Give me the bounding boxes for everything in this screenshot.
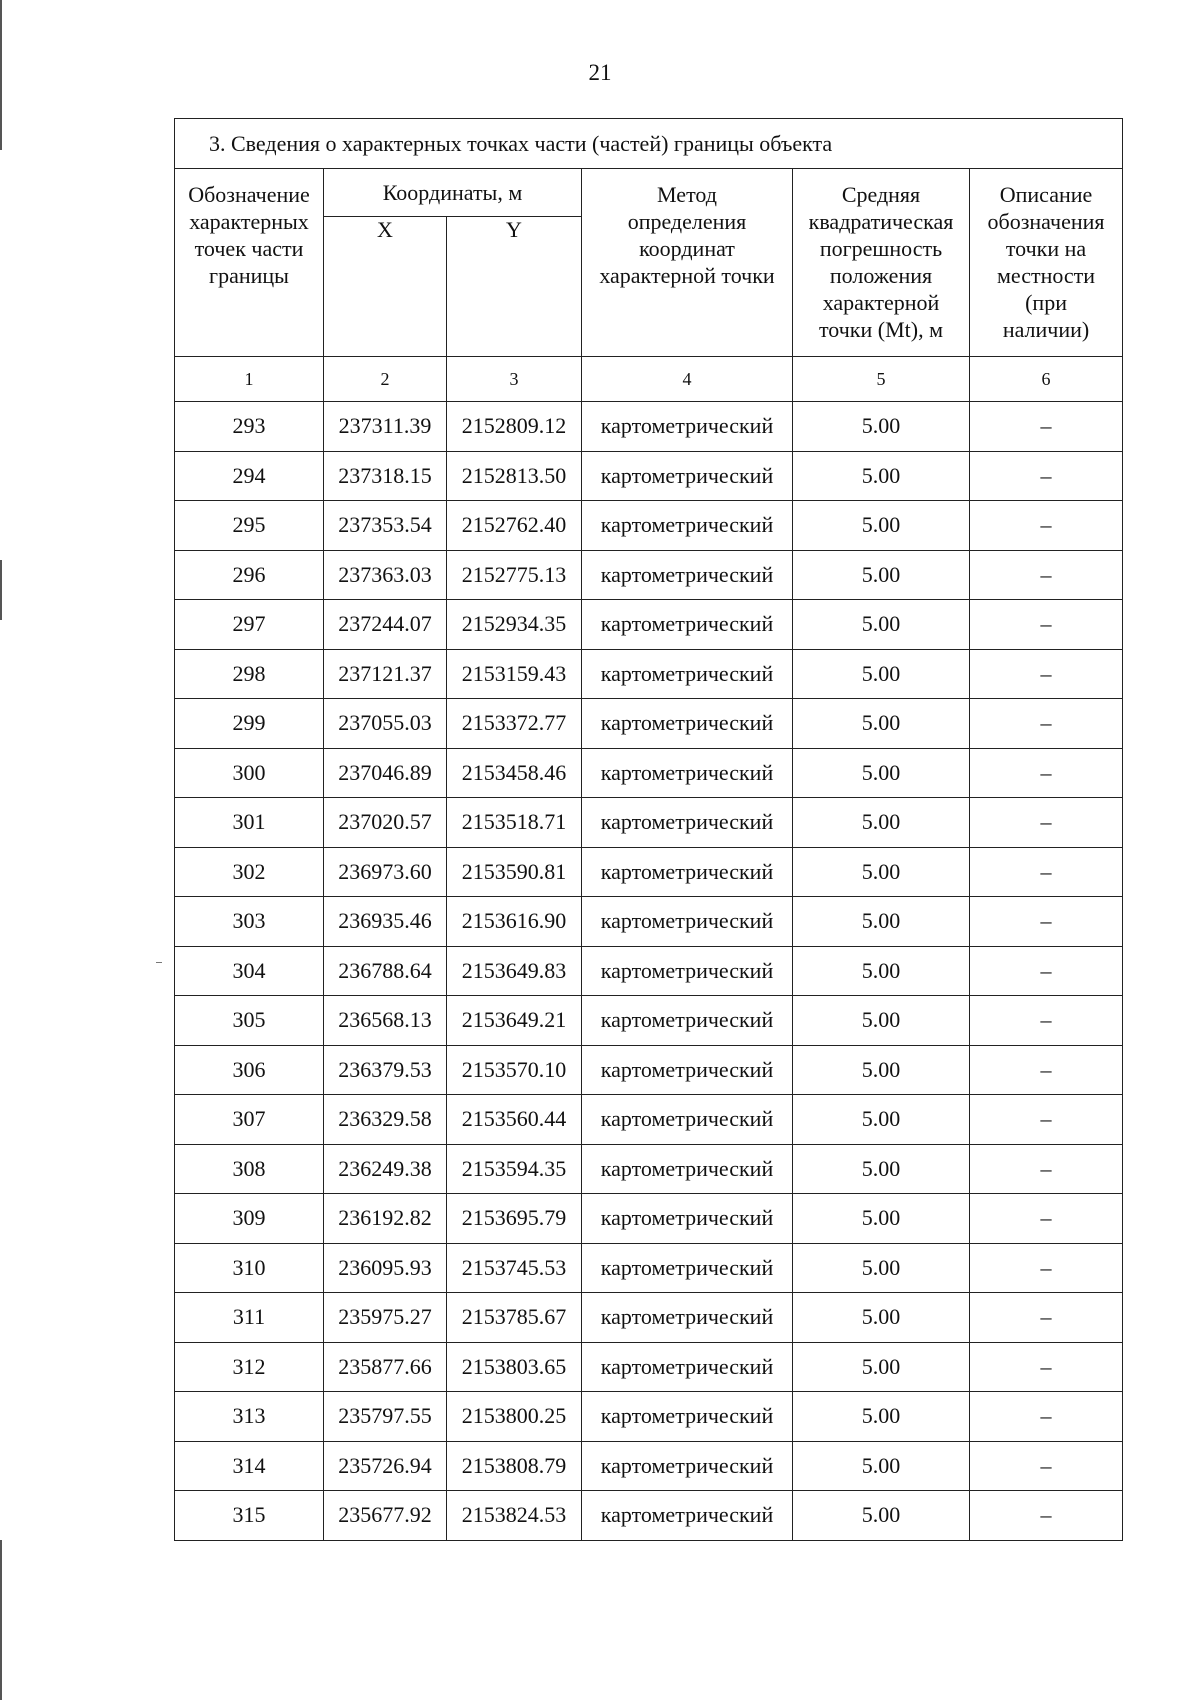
- error-cell: 5.00: [793, 1194, 970, 1244]
- method-cell: картометрический: [582, 748, 793, 798]
- table-row: [175, 1441, 1123, 1491]
- x-coordinate-cell: 235677.92: [324, 1491, 447, 1541]
- x-coordinate-cell: 237020.57: [324, 798, 447, 848]
- method-cell: картометрический: [582, 402, 793, 452]
- description-cell: –: [970, 699, 1123, 749]
- error-cell: 5.00: [793, 699, 970, 749]
- error-cell: 5.00: [793, 649, 970, 699]
- x-coordinate-cell: 236379.53: [324, 1045, 447, 1095]
- error-cell: 5.00: [793, 402, 970, 452]
- x-coordinate-cell: 237363.03: [324, 550, 447, 600]
- description-cell: –: [970, 1045, 1123, 1095]
- table-row: [175, 1045, 1123, 1095]
- error-cell: 5.00: [793, 946, 970, 996]
- y-coordinate-cell: 2153372.77: [447, 699, 582, 749]
- description-cell: –: [970, 1491, 1123, 1541]
- point-cell: 305: [175, 996, 324, 1046]
- method-cell: картометрический: [582, 798, 793, 848]
- description-cell: –: [970, 897, 1123, 947]
- description-cell: –: [970, 451, 1123, 501]
- error-cell: 5.00: [793, 550, 970, 600]
- point-cell: 301: [175, 798, 324, 848]
- error-cell: 5.00: [793, 847, 970, 897]
- y-coordinate-cell: 2152934.35: [447, 600, 582, 650]
- x-coordinate-cell: 237244.07: [324, 600, 447, 650]
- y-coordinate-cell: 2153808.79: [447, 1441, 582, 1491]
- point-cell: 296: [175, 550, 324, 600]
- x-coordinate-cell: 237055.03: [324, 699, 447, 749]
- x-coordinate-cell: 237353.54: [324, 501, 447, 551]
- y-coordinate-cell: 2152775.13: [447, 550, 582, 600]
- error-cell: 5.00: [793, 996, 970, 1046]
- y-coordinate-cell: 2153590.81: [447, 847, 582, 897]
- description-cell: –: [970, 550, 1123, 600]
- point-cell: 313: [175, 1392, 324, 1442]
- point-cell: 298: [175, 649, 324, 699]
- y-coordinate-cell: 2153649.21: [447, 996, 582, 1046]
- error-cell: 5.00: [793, 1293, 970, 1343]
- error-cell: 5.00: [793, 1441, 970, 1491]
- point-cell: 304: [175, 946, 324, 996]
- method-cell: картометрический: [582, 501, 793, 551]
- description-cell: –: [970, 1441, 1123, 1491]
- column-number: 5: [793, 357, 970, 402]
- description-cell: –: [970, 847, 1123, 897]
- method-cell: картометрический: [582, 1293, 793, 1343]
- table-row: [175, 600, 1123, 650]
- y-coordinate-cell: 2152809.12: [447, 402, 582, 452]
- point-cell: 315: [175, 1491, 324, 1541]
- scan-edge-mark: [0, 560, 2, 620]
- error-cell: 5.00: [793, 1491, 970, 1541]
- point-cell: 310: [175, 1243, 324, 1293]
- description-cell: –: [970, 501, 1123, 551]
- method-cell: картометрический: [582, 1441, 793, 1491]
- y-coordinate-cell: 2153745.53: [447, 1243, 582, 1293]
- x-coordinate-cell: 236568.13: [324, 996, 447, 1046]
- characteristic-points-table: [174, 118, 1123, 1541]
- y-coordinate-cell: 2153570.10: [447, 1045, 582, 1095]
- description-cell: –: [970, 1194, 1123, 1244]
- y-coordinate-cell: 2153518.71: [447, 798, 582, 848]
- table-row: [175, 1144, 1123, 1194]
- section-title-row: [175, 119, 1123, 169]
- method-cell: картометрический: [582, 1095, 793, 1145]
- table-row: [175, 501, 1123, 551]
- point-cell: 309: [175, 1194, 324, 1244]
- description-cell: –: [970, 996, 1123, 1046]
- description-cell: –: [970, 748, 1123, 798]
- error-cell: 5.00: [793, 1243, 970, 1293]
- error-cell: 5.00: [793, 748, 970, 798]
- method-cell: картометрический: [582, 451, 793, 501]
- table-row: [175, 946, 1123, 996]
- x-coordinate-cell: 235877.66: [324, 1342, 447, 1392]
- x-coordinate-cell: 236249.38: [324, 1144, 447, 1194]
- method-cell: картометрический: [582, 996, 793, 1046]
- description-cell: –: [970, 1293, 1123, 1343]
- table-body: [175, 402, 1123, 1541]
- column-number: 2: [324, 357, 447, 402]
- description-cell: –: [970, 1243, 1123, 1293]
- x-coordinate-cell: 235975.27: [324, 1293, 447, 1343]
- table-row: [175, 451, 1123, 501]
- description-cell: –: [970, 1095, 1123, 1145]
- table-row: [175, 1491, 1123, 1541]
- description-cell: –: [970, 1342, 1123, 1392]
- table-row: [175, 1392, 1123, 1442]
- method-cell: картометрический: [582, 946, 793, 996]
- error-cell: 5.00: [793, 1095, 970, 1145]
- column-number: 1: [175, 357, 324, 402]
- table-row: [175, 1194, 1123, 1244]
- method-cell: картометрический: [582, 1144, 793, 1194]
- y-coordinate-cell: 2153800.25: [447, 1392, 582, 1442]
- method-cell: картометрический: [582, 897, 793, 947]
- method-cell: картометрический: [582, 847, 793, 897]
- header-error: Средняя квадратическая погрешность положения характерной точки (Mt), м: [793, 169, 970, 357]
- description-cell: –: [970, 600, 1123, 650]
- error-cell: 5.00: [793, 1342, 970, 1392]
- error-cell: 5.00: [793, 798, 970, 848]
- error-cell: 5.00: [793, 1392, 970, 1442]
- method-cell: картометрический: [582, 1243, 793, 1293]
- table-row: [175, 1293, 1123, 1343]
- description-cell: –: [970, 798, 1123, 848]
- table-row: [175, 649, 1123, 699]
- description-cell: –: [970, 946, 1123, 996]
- table-row: [175, 550, 1123, 600]
- table-row: [175, 402, 1123, 452]
- header-designation: Обозначение характерных точек части границы: [175, 169, 324, 357]
- column-number: 6: [970, 357, 1123, 402]
- method-cell: картометрический: [582, 1342, 793, 1392]
- x-coordinate-cell: 236788.64: [324, 946, 447, 996]
- point-cell: 306: [175, 1045, 324, 1095]
- y-coordinate-cell: 2153649.83: [447, 946, 582, 996]
- error-cell: 5.00: [793, 1144, 970, 1194]
- column-numbers-row: [175, 357, 1123, 402]
- error-cell: 5.00: [793, 501, 970, 551]
- table-row: [175, 897, 1123, 947]
- x-coordinate-cell: 237046.89: [324, 748, 447, 798]
- y-coordinate-cell: 2153695.79: [447, 1194, 582, 1244]
- table-row: [175, 798, 1123, 848]
- method-cell: картометрический: [582, 649, 793, 699]
- point-cell: 303: [175, 897, 324, 947]
- y-coordinate-cell: 2153594.35: [447, 1144, 582, 1194]
- table-row: [175, 1243, 1123, 1293]
- error-cell: 5.00: [793, 451, 970, 501]
- header-coordinates: Координаты, м: [324, 169, 582, 217]
- error-cell: 5.00: [793, 1045, 970, 1095]
- point-cell: 299: [175, 699, 324, 749]
- header-description: Описание обозначения точки на местности (при наличии): [970, 169, 1123, 357]
- header-y: Y: [447, 217, 582, 357]
- table-row: [175, 1342, 1123, 1392]
- point-cell: 302: [175, 847, 324, 897]
- page-number: 21: [588, 60, 612, 85]
- x-coordinate-cell: 236973.60: [324, 847, 447, 897]
- x-coordinate-cell: 236935.46: [324, 897, 447, 947]
- y-coordinate-cell: 2152813.50: [447, 451, 582, 501]
- description-cell: –: [970, 402, 1123, 452]
- method-cell: картометрический: [582, 1392, 793, 1442]
- x-coordinate-cell: 236095.93: [324, 1243, 447, 1293]
- method-cell: картометрический: [582, 699, 793, 749]
- y-coordinate-cell: 2153785.67: [447, 1293, 582, 1343]
- method-cell: картометрический: [582, 1045, 793, 1095]
- column-number: 4: [582, 357, 793, 402]
- table-row: [175, 847, 1123, 897]
- table-row: [175, 748, 1123, 798]
- table-row: [175, 1095, 1123, 1145]
- point-cell: 307: [175, 1095, 324, 1145]
- column-number: 3: [447, 357, 582, 402]
- method-cell: картометрический: [582, 1491, 793, 1541]
- x-coordinate-cell: 235797.55: [324, 1392, 447, 1442]
- point-cell: 294: [175, 451, 324, 501]
- table-row: [175, 996, 1123, 1046]
- header-method: Метод определения координат характерной точки: [582, 169, 793, 357]
- point-cell: 295: [175, 501, 324, 551]
- point-cell: 300: [175, 748, 324, 798]
- point-cell: 297: [175, 600, 324, 650]
- x-coordinate-cell: 237121.37: [324, 649, 447, 699]
- header-x: X: [324, 217, 447, 357]
- point-cell: 312: [175, 1342, 324, 1392]
- y-coordinate-cell: 2153560.44: [447, 1095, 582, 1145]
- x-coordinate-cell: 237318.15: [324, 451, 447, 501]
- point-cell: 311: [175, 1293, 324, 1343]
- x-coordinate-cell: 235726.94: [324, 1441, 447, 1491]
- scan-edge-mark: [0, 1540, 2, 1700]
- y-coordinate-cell: 2153159.43: [447, 649, 582, 699]
- point-cell: 308: [175, 1144, 324, 1194]
- y-coordinate-cell: 2153458.46: [447, 748, 582, 798]
- table-row: [175, 699, 1123, 749]
- header-row: [175, 169, 1123, 217]
- x-coordinate-cell: 236329.58: [324, 1095, 447, 1145]
- scan-tick-mark: [156, 962, 162, 963]
- x-coordinate-cell: 236192.82: [324, 1194, 447, 1244]
- y-coordinate-cell: 2153616.90: [447, 897, 582, 947]
- error-cell: 5.00: [793, 897, 970, 947]
- y-coordinate-cell: 2152762.40: [447, 501, 582, 551]
- method-cell: картометрический: [582, 600, 793, 650]
- point-cell: 314: [175, 1441, 324, 1491]
- method-cell: картометрический: [582, 550, 793, 600]
- description-cell: –: [970, 649, 1123, 699]
- description-cell: –: [970, 1144, 1123, 1194]
- y-coordinate-cell: 2153824.53: [447, 1491, 582, 1541]
- method-cell: картометрический: [582, 1194, 793, 1244]
- point-cell: 293: [175, 402, 324, 452]
- description-cell: –: [970, 1392, 1123, 1442]
- error-cell: 5.00: [793, 600, 970, 650]
- y-coordinate-cell: 2153803.65: [447, 1342, 582, 1392]
- x-coordinate-cell: 237311.39: [324, 402, 447, 452]
- section-title: 3. Сведения о характерных точках части (частей) границы объекта: [175, 119, 1123, 169]
